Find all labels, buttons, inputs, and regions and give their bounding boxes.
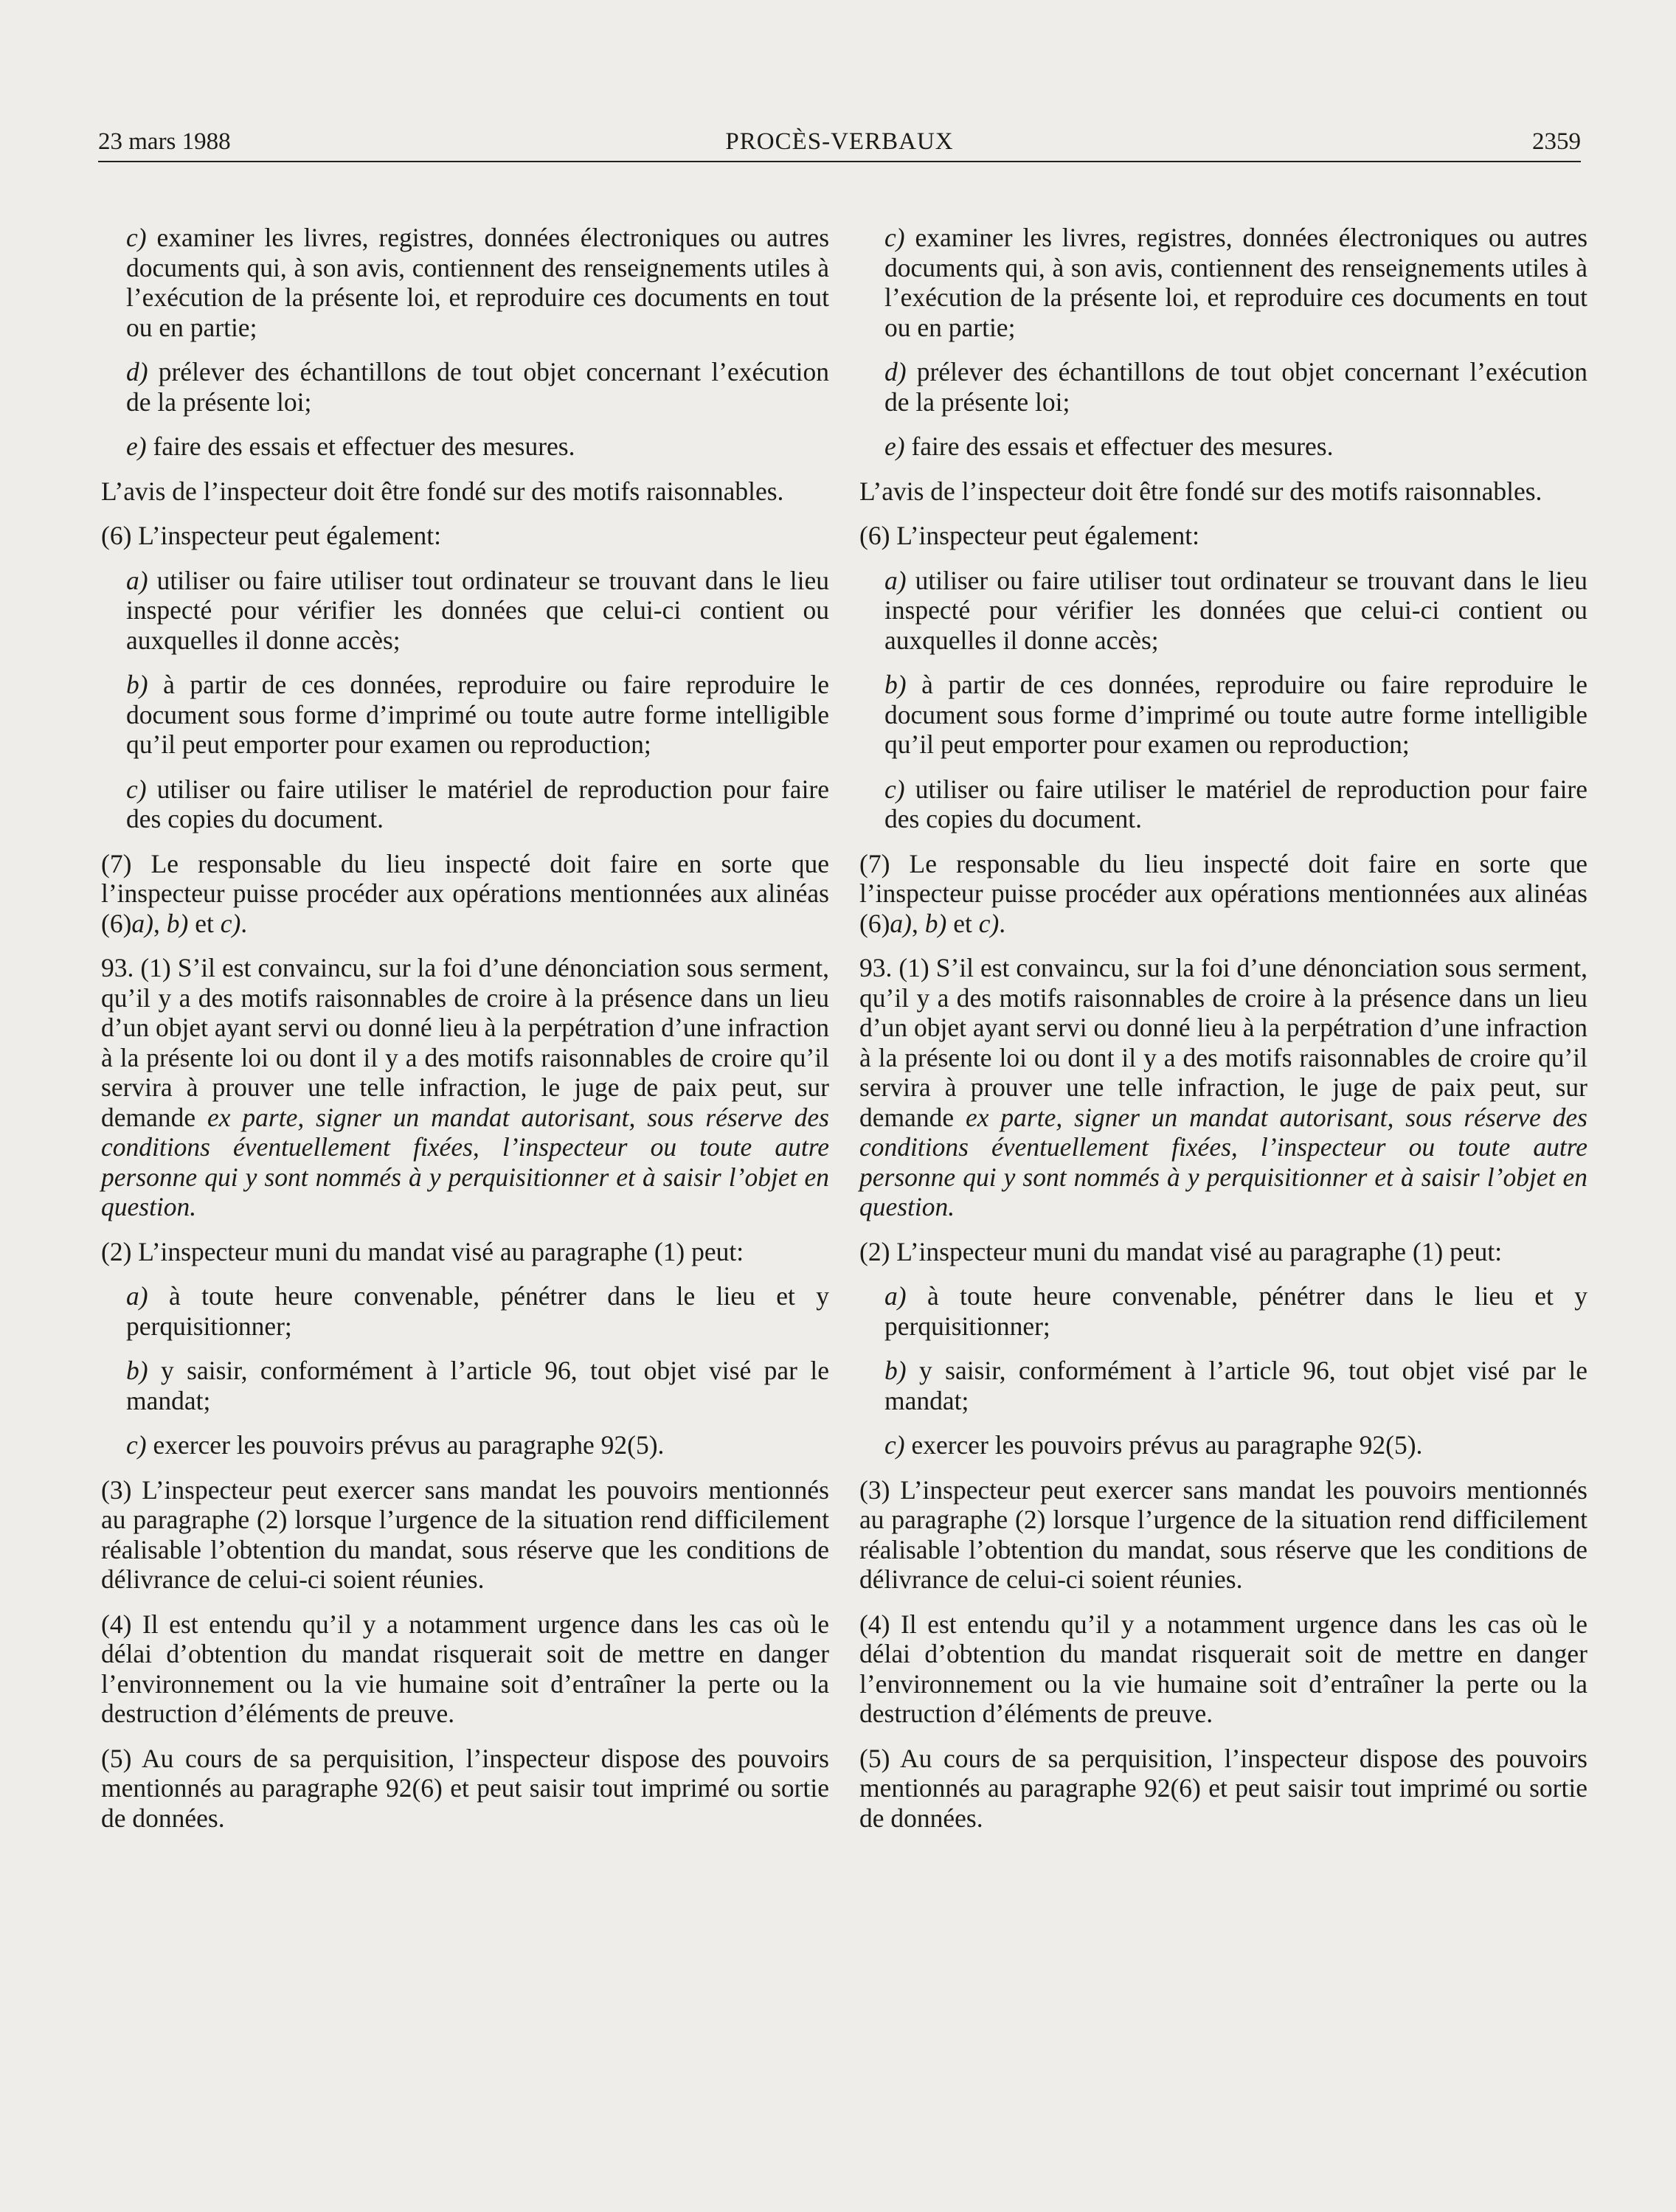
- sep: ,: [911, 908, 925, 938]
- section-93-4: (4) Il est entendu qu’il y a notamment urgence dans les cas où le délai d’obtention du mandat risquerait soit de mettre en danger l’environnement ou la vie humaine soit d’entraîner la perte ou la destruction d’éléments de preuve.: [859, 1609, 1587, 1728]
- clause-93-2b: [859, 1356, 1587, 1415]
- clause-label: a): [884, 1281, 907, 1311]
- clause-c: [101, 223, 829, 342]
- clause-93-2c: [101, 1430, 829, 1460]
- header-date: 23 mars 1988: [98, 128, 231, 155]
- ref-b: b): [166, 908, 189, 938]
- clause-text: à toute heure convenable, pénétrer dans le lieu et y perquisitionner;: [884, 1281, 1587, 1341]
- subsection-7-text: (7) Le responsable du lieu inspecté doit faire en sorte que l’inspecteur puisse procéder aux opérations mentionnées aux alinéas (6): [859, 848, 1587, 938]
- ref-c: c): [220, 908, 241, 938]
- section-93-3: (3) L’inspecteur peut exercer sans mandat les pouvoirs mentionnés au paragraphe (2) lorsque l’urgence de la situation rend difficilement réalisable l’obtention du mandat, sous réserve que les conditions de délivrance de celui-ci soient réunies.: [101, 1474, 829, 1594]
- clause-label: b): [884, 670, 907, 699]
- clause-text: à partir de ces données, reproduire ou faire reproduire le document sous forme d’imprimé ou toute autre forme intelligible qu’il peut emporter pour examen ou reproduction;: [126, 670, 830, 759]
- clause-label: e): [884, 431, 905, 461]
- sep-et: et: [188, 908, 221, 938]
- clause-93-2a: [101, 1281, 829, 1341]
- clause-e: [101, 431, 829, 462]
- section-93-1: [859, 953, 1587, 1222]
- ref-a: a): [131, 908, 153, 938]
- period: .: [240, 908, 248, 938]
- clause-label: b): [884, 1356, 907, 1385]
- running-header: [98, 125, 1581, 162]
- subsection-7: [859, 849, 1587, 939]
- clause-6b: [859, 670, 1587, 760]
- page-number: 2359: [1532, 128, 1581, 155]
- clause-e: [859, 431, 1587, 462]
- clause-c: [859, 223, 1587, 342]
- left-column: [101, 223, 829, 1848]
- clause-text: prélever des échantillons de tout objet concernant l’exécution de la présente loi;: [884, 357, 1588, 417]
- clause-text: à partir de ces données, reproduire ou faire reproduire le document sous forme d’imprimé ou toute autre forme intelligible qu’il peut emporter pour examen ou reproduction;: [884, 670, 1588, 759]
- sep: ,: [153, 908, 167, 938]
- clause-label: c): [884, 1430, 905, 1460]
- section-93-4: (4) Il est entendu qu’il y a notamment urgence dans les cas où le délai d’obtention du mandat risquerait soit de mettre en danger l’environnement ou la vie humaine soit d’entraîner la perte ou la destruction d’éléments de preuve.: [101, 1609, 829, 1728]
- clause-label: c): [126, 223, 147, 252]
- clause-text: utiliser ou faire utiliser le matériel de reproduction pour faire des copies du document.: [884, 774, 1588, 833]
- clause-6c: [859, 774, 1587, 834]
- section-93-italic: ex parte, signer un mandat autorisant, sous réserve des conditions éventuellement fixées, l’inspecteur ou toute autre personne qui y sont nommés à y perquisitionner et à saisir l’objet en question.: [101, 1102, 829, 1221]
- clause-label: d): [884, 357, 907, 386]
- clause-6a: [101, 566, 829, 656]
- clause-text: y saisir, conformément à l’article 96, tout objet visé par le mandat;: [126, 1356, 829, 1415]
- clause-label: d): [126, 357, 148, 386]
- section-93-text: 93. (1) S’il est convaincu, sur la foi d’une dénonciation sous serment, qu’il y a des motifs raisonnables de croire à la présence dans un lieu d’un objet ayant servi ou donné lieu à la perpétration d’une infraction à la présente loi ou dont il y a des motifs raisonnables de croire qu’il servira à prouver une telle infraction, le juge de paix peut, sur demande: [859, 953, 1587, 1132]
- sep-et: et: [946, 908, 979, 938]
- clause-text: utiliser ou faire utiliser tout ordinateur se trouvant dans le lieu inspecté pour vérifier les données que celui-ci contient ou auxquelles il donne accès;: [884, 565, 1588, 655]
- clause-d: [101, 357, 829, 417]
- clause-label: c): [884, 223, 905, 252]
- clause-6b: [101, 670, 829, 760]
- section-93-5: (5) Au cours de sa perquisition, l’inspecteur dispose des pouvoirs mentionnés au paragraphe 92(6) et peut saisir tout imprimé ou sortie de données.: [859, 1743, 1587, 1833]
- section-93-italic: ex parte, signer un mandat autorisant, sous réserve des conditions éventuellement fixées, l’inspecteur ou toute autre personne qui y sont nommés à y perquisitionner et à saisir l’objet en question.: [859, 1102, 1587, 1221]
- clause-label: a): [126, 565, 148, 595]
- period: .: [999, 908, 1006, 938]
- clause-6c: [101, 774, 829, 834]
- clause-93-2a: [859, 1281, 1587, 1341]
- section-93-1: [101, 953, 829, 1222]
- clause-text: exercer les pouvoirs prévus au paragraphe 92(5).: [911, 1430, 1423, 1460]
- clause-label: b): [126, 670, 148, 699]
- clause-label: a): [126, 1281, 148, 1311]
- clause-text: utiliser ou faire utiliser le matériel de reproduction pour faire des copies du document.: [126, 774, 830, 833]
- section-93-text: 93. (1) S’il est convaincu, sur la foi d’une dénonciation sous serment, qu’il y a des motifs raisonnables de croire à la présence dans un lieu d’un objet ayant servi ou donné lieu à la perpétration d’une infraction à la présente loi ou dont il y a des motifs raisonnables de croire qu’il servira à prouver une telle infraction, le juge de paix peut, sur demande: [101, 953, 829, 1132]
- clause-text: faire des essais et effectuer des mesures.: [911, 431, 1334, 461]
- clause-text: examiner les livres, registres, données électroniques ou autres documents qui, à son avis, contiennent des renseignements utiles à l’exécution de la présente loi, et reproduire ces documents en tout ou en partie;: [884, 223, 1588, 342]
- clause-text: y saisir, conformément à l’article 96, tout objet visé par le mandat;: [884, 1356, 1587, 1415]
- clause-d: [859, 357, 1587, 417]
- subsection-6: (6) L’inspecteur peut également:: [859, 521, 1199, 550]
- clause-label: c): [126, 1430, 147, 1460]
- section-93-2: (2) L’inspecteur muni du mandat visé au paragraphe (1) peut:: [101, 1236, 744, 1266]
- clause-label: b): [126, 1356, 148, 1385]
- ref-c: c): [978, 908, 1000, 938]
- section-93-2: (2) L’inspecteur muni du mandat visé au paragraphe (1) peut:: [859, 1236, 1503, 1266]
- subsection-7: [101, 849, 829, 939]
- clause-label: c): [126, 774, 147, 804]
- clause-text: utiliser ou faire utiliser tout ordinateur se trouvant dans le lieu inspecté pour vérifier les données que celui-ci contient ou auxquelles il donne accès;: [126, 565, 830, 655]
- clause-text: à toute heure convenable, pénétrer dans le lieu et y perquisitionner;: [126, 1281, 829, 1341]
- header-title: PROCÈS-VERBAUX: [725, 128, 954, 155]
- right-column: [859, 223, 1587, 1848]
- clause-93-2b: [101, 1356, 829, 1415]
- clause-label: c): [884, 774, 905, 804]
- paragraph-avis: L’avis de l’inspecteur doit être fondé sur des motifs raisonnables.: [859, 476, 1542, 506]
- clause-6a: [859, 566, 1587, 656]
- clause-label: a): [884, 565, 907, 595]
- ref-a: a): [890, 908, 912, 938]
- ref-b: b): [924, 908, 947, 938]
- subsection-6: (6) L’inspecteur peut également:: [101, 521, 441, 550]
- clause-text: prélever des échantillons de tout objet concernant l’exécution de la présente loi;: [126, 357, 830, 417]
- clause-text: examiner les livres, registres, données électroniques ou autres documents qui, à son avis, contiennent des renseignements utiles à l’exécution de la présente loi, et reproduire ces documents en tout ou en partie;: [126, 223, 830, 342]
- section-93-5: (5) Au cours de sa perquisition, l’inspecteur dispose des pouvoirs mentionnés au paragraphe 92(6) et peut saisir tout imprimé ou sortie de données.: [101, 1743, 829, 1833]
- clause-label: e): [126, 431, 147, 461]
- clause-text: faire des essais et effectuer des mesures.: [153, 431, 575, 461]
- paragraph-avis: L’avis de l’inspecteur doit être fondé sur des motifs raisonnables.: [101, 476, 784, 506]
- subsection-7-text: (7) Le responsable du lieu inspecté doit faire en sorte que l’inspecteur puisse procéder aux opérations mentionnées aux alinéas (6): [101, 848, 829, 938]
- section-93-3: (3) L’inspecteur peut exercer sans mandat les pouvoirs mentionnés au paragraphe (2) lorsque l’urgence de la situation rend difficilement réalisable l’obtention du mandat, sous réserve que les conditions de délivrance de celui-ci soient réunies.: [859, 1474, 1587, 1594]
- clause-text: exercer les pouvoirs prévus au paragraphe 92(5).: [153, 1430, 665, 1460]
- clause-93-2c: [859, 1430, 1587, 1460]
